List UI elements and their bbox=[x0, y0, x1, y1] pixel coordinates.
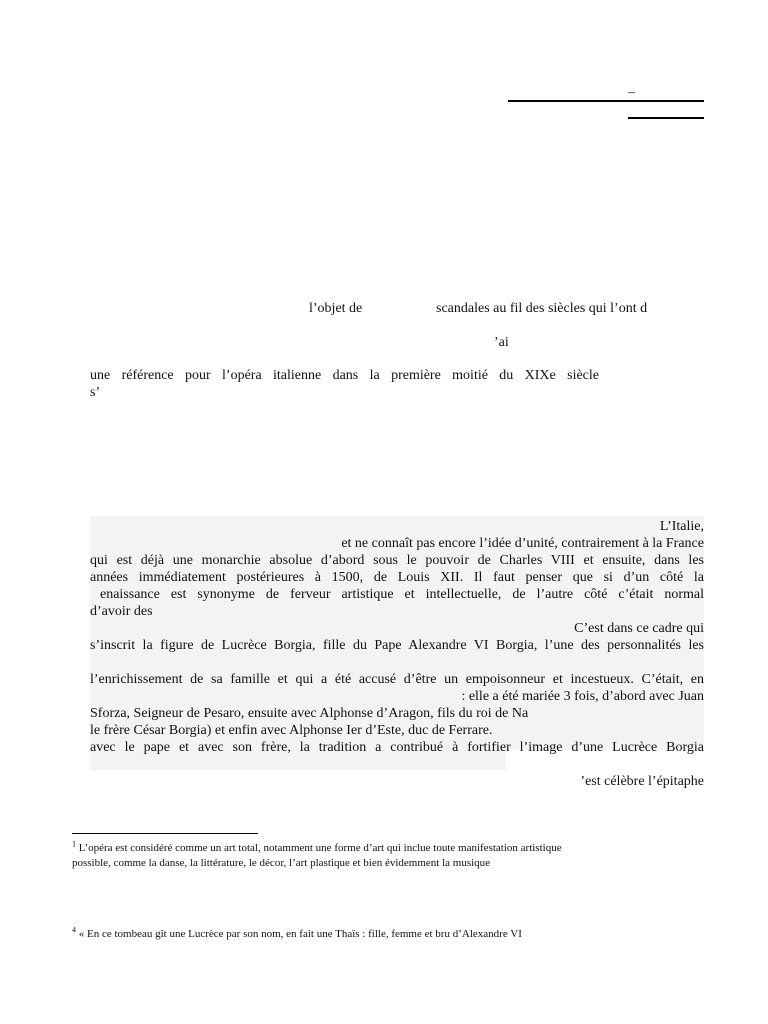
section-line-1: L’Italie, bbox=[659, 519, 704, 534]
footnote-4 bbox=[72, 927, 522, 942]
section-line-7: C’est dans ce cadre qui bbox=[574, 621, 704, 636]
section-line-14: ’est célèbre l’épitaphe bbox=[580, 774, 704, 789]
section-line-12: le frère César Borgia) et enfin avec Alphonse Ier d’Este, duc de Ferrare. bbox=[90, 723, 493, 738]
intro-fragment-s: s’ bbox=[90, 385, 101, 400]
section-line-13: avec le pape et avec son frère, la tradition a contribué à fortifier l’image d’une Lucrèce Borgia bbox=[90, 740, 704, 755]
header-dash: – bbox=[628, 85, 635, 100]
footnote-4-text: « En ce tombeau gît une Lucrèce par son nom, en fait une Thaïs : fille, femme et bru d’Alexandre VI bbox=[78, 928, 522, 940]
section-line-10: : elle a été mariée 3 fois, d’abord avec Juan bbox=[461, 689, 704, 704]
section-line-4: années immédiatement postérieures à 1500, de Louis XII. Il faut penser que si d’un côté la bbox=[90, 570, 704, 585]
footnote-separator bbox=[72, 833, 258, 834]
section-line-11: Sforza, Seigneur de Pesaro, ensuite avec Alphonse d’Aragon, fils du roi de Na bbox=[90, 706, 529, 721]
section-line-3: qui est déjà une monarchie absolue d’abord sous le pouvoir de Charles VIII et ensuite, dans les bbox=[90, 553, 704, 568]
intro-fragment-objet: l’objet de bbox=[309, 301, 363, 316]
footnote-1 bbox=[72, 841, 562, 856]
footnote-1-marker: 1 bbox=[72, 839, 76, 849]
section-line-5: enaissance est synonyme de ferveur artistique et intellectuelle, de l’autre côté c’était normal bbox=[100, 587, 704, 602]
header-rule-bottom bbox=[628, 117, 704, 119]
section-line-8: s’inscrit la figure de Lucrèce Borgia, fille du Pape Alexandre VI Borgia, l’une des personnalités les bbox=[90, 638, 704, 653]
section-line-2: et ne connaît pas encore l’idée d’unité, contrairement à la France bbox=[341, 536, 704, 551]
intro-fragment-ai: ’ai bbox=[494, 335, 509, 350]
section-line-6: d’avoir des bbox=[90, 604, 153, 619]
footnote-1-line-1: L’opéra est considéré comme un art total, notamment une forme d’art qui inclue toute manifestation artistique bbox=[78, 842, 562, 854]
header-rule-top bbox=[508, 100, 704, 102]
intro-line-reference: une référence pour l’opéra italienne dans la première moitié du XIXe siècle bbox=[90, 368, 599, 383]
footnote-1-line-2: possible, comme la danse, la littérature, le décor, l’art plastique et bien évidemment la musique bbox=[72, 857, 491, 869]
footnote-4-marker: 4 bbox=[72, 925, 76, 935]
intro-fragment-scandales: scandales au fil des siècles qui l’ont d bbox=[436, 301, 648, 316]
section-line-9: l’enrichissement de sa famille et qui a été accusé d’être un empoisonneur et incestueux. C’était, en bbox=[90, 672, 704, 687]
